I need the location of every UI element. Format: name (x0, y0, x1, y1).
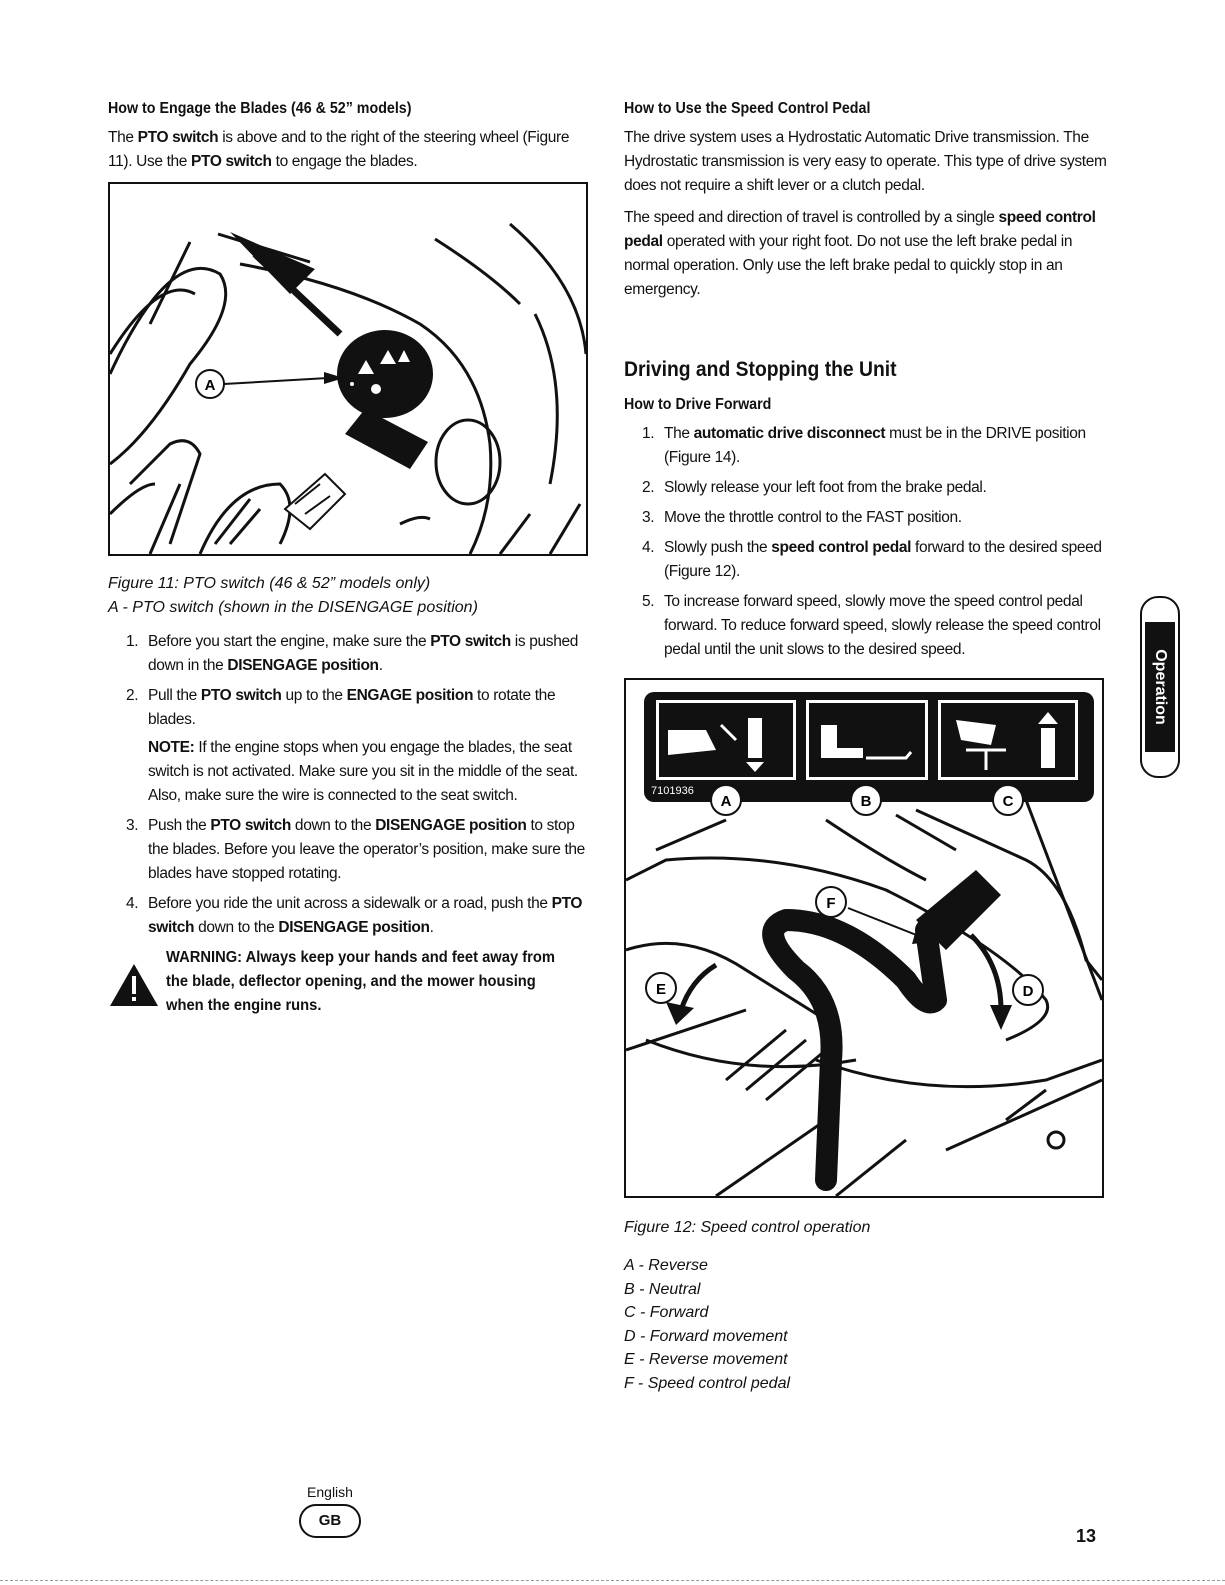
speed-pedal-paragraph-2: The speed and direction of travel is controlled by a single speed control pedal operated with your right foot. Do not use the left brake pedal in normal operation. Only use the left brake pedal to quickly stop in an emergency. (624, 209, 1096, 298)
list-item: C - Forward (624, 1304, 709, 1321)
figure-12-label-f: F (826, 895, 836, 912)
section-tab-operation (1140, 596, 1180, 778)
list-item: F - Speed control pedal (624, 1374, 791, 1392)
figure-12-label-c: C (1002, 793, 1014, 810)
engage-blades-heading: How to Engage the Blades (46 & 52” models) (108, 100, 412, 117)
decal-code: 7101936 (651, 785, 694, 797)
page-number: 13 (1076, 1526, 1097, 1546)
drive-forward-heading: How to Drive Forward (624, 396, 772, 413)
left-column (108, 100, 590, 1018)
list-item: 5. To increase forward speed, slowly move the speed control pedal forward. To reduce forward speed, slowly release the speed control pedal until the unit slows to the desired speed. (642, 593, 1101, 658)
list-item: B - Neutral (624, 1280, 701, 1298)
figure-11-label-a: A (204, 377, 216, 394)
figure-12-label-a: A (720, 793, 732, 810)
warning-block (108, 946, 590, 1018)
list-item: 2. Pull the PTO switch up to the ENGAGE position to rotate the blades. NOTE: If the engine stops when you engage the blades, the seat switch is not activated. Make sure you sit in the middle of the seat. Also, make sure the wire is connected to the seat switch. (108, 684, 590, 808)
engage-blades-intro: The PTO switch is above and to the right of the steering wheel (Figure 11). Use the PTO switch to engage the blades. (108, 129, 570, 170)
list-item: D - Forward movement (624, 1327, 788, 1345)
language-label: English (307, 1484, 353, 1500)
list-item: 3. Push the PTO switch down to the DISENGAGE position to stop the blades. Before you leave the operator’s position, make sure the blades have stopped rotating. (126, 817, 585, 882)
figure-12-caption: Figure 12: Speed control operation (624, 1219, 871, 1236)
section-tab-label: Operation (1152, 649, 1169, 725)
list-item: 4. Before you ride the unit across a sidewalk or a road, push the PTO switch down to the DISENGAGE position. (126, 895, 583, 936)
figure-11-legend: A - PTO switch (shown in the DISENGAGE position) (108, 599, 478, 616)
footer-language (290, 1484, 370, 1538)
warning-triangle-icon (108, 962, 160, 1008)
drive-forward-steps (624, 422, 1108, 662)
list-item: 4. Slowly push the speed control pedal forward to the desired speed (Figure 12). (642, 539, 1102, 580)
language-badge: GB (299, 1504, 361, 1538)
engage-blades-steps (108, 630, 590, 940)
list-item: 2. Slowly release your left foot from the brake pedal. (642, 479, 987, 496)
pto-switch-illustration (110, 184, 586, 554)
speed-pedal-paragraph-1: The drive system uses a Hydrostatic Automatic Drive transmission. The Hydrostatic transmission is very easy to operate. This type of drive system does not require a shift lever or a clutch pedal. (624, 129, 1107, 194)
list-item: 1. The automatic drive disconnect must be in the DRIVE position (Figure 14). (642, 425, 1086, 466)
figure-12-label-b: B (860, 793, 872, 810)
figure-11-caption: Figure 11: PTO switch (46 & 52” models only) (108, 575, 431, 592)
figure-12-label-d: D (1022, 983, 1034, 1000)
bottom-rule (0, 1580, 1225, 1581)
figure-12-speed-control (624, 678, 1104, 1198)
speed-control-illustration (626, 680, 1102, 1196)
right-column (624, 100, 1108, 1395)
section-heading-driving: Driving and Stopping the Unit (624, 358, 897, 381)
figure-12-legend (624, 1254, 1108, 1395)
list-item: 3. Move the throttle control to the FAST position. (642, 509, 962, 526)
speed-pedal-heading: How to Use the Speed Control Pedal (624, 100, 871, 117)
figure-11-pto-switch (108, 182, 588, 556)
figure-12-label-e: E (655, 981, 667, 998)
list-item: A - Reverse (624, 1257, 708, 1274)
note-seat-switch: NOTE: If the engine stops when you engage the blades, the seat switch is not activated. Make sure you sit in the middle of the seat. Also, make sure the wire is connected to the seat switch. (148, 739, 578, 804)
list-item: 1. Before you start the engine, make sure the PTO switch is pushed down in the DISENGAGE position. (126, 633, 579, 674)
warning-text: WARNING: Always keep your hands and feet away from the blade, deflector opening, and the mower housing when the engine runs. (166, 949, 555, 1014)
list-item: E - Reverse movement (624, 1351, 788, 1368)
